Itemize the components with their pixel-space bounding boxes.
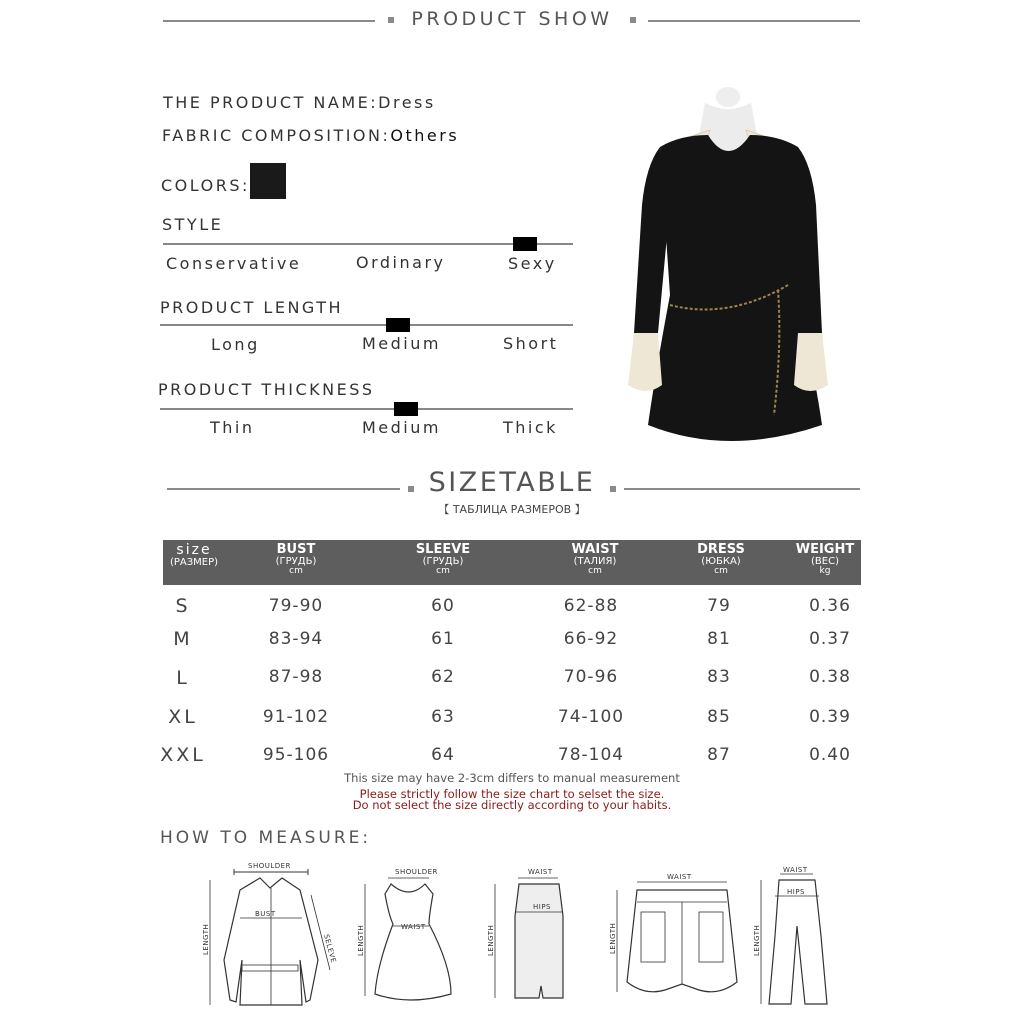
label-shoulder: SHOULDER [395,868,438,876]
header-size: size (РАЗМЕР) [169,542,219,568]
fabric-label: FABRIC COMPOSITION: [162,126,391,145]
label-length: LENGTH [487,924,495,956]
length-option-short: Short [503,334,559,353]
label-length: LENGTH [609,922,617,954]
cell-size: M [173,628,193,650]
measurement-note: This size may have 2-3cm differs to manual measurement [344,771,680,785]
header-rule-left [163,20,375,22]
cell-dress: 83 [707,667,731,687]
sizetable-title: SIZETABLE [428,467,596,498]
cell-bust: 79-90 [268,596,324,616]
cell-weight: 0.39 [809,707,851,727]
size-table-header [163,540,861,585]
dress-diagram [355,866,455,1006]
cell-size: S [175,595,191,617]
dress-outline [375,884,451,1000]
label-length: LENGTH [202,923,210,955]
label-length: LENGTH [753,924,761,956]
cell-size: XL [168,706,198,728]
product-name: THE PRODUCT NAME:Dress [163,93,436,112]
shorts-diagram [607,872,757,1002]
size-warning-2: Do not select the size directly according to your habits. [352,798,672,812]
mannequin-head [716,87,740,107]
size-warning-1: Please strictly follow the size chart to selset the size. [359,787,665,801]
label-waist: WAIST [783,866,808,874]
cell-waist: 78-104 [557,745,625,765]
label-hips: HIPS [787,888,805,896]
header-dot-left [388,17,394,23]
page-title: PRODUCT SHOW [411,8,613,30]
cell-waist: 66-92 [563,629,619,649]
style-scale [163,243,573,245]
label-waist: WAIST [528,868,553,876]
cell-weight: 0.38 [809,667,851,687]
cell-bust: 87-98 [268,667,324,687]
thickness-option-medium: Medium [362,418,441,437]
skirt-outline [515,884,563,998]
cell-dress: 87 [707,745,731,765]
header-dress: DRESS (ЮБКА) cm [697,542,745,577]
cell-sleeve: 63 [431,707,455,727]
cell-waist: 70-96 [563,667,619,687]
length-label: PRODUCT LENGTH [160,298,344,317]
length-scale [160,324,573,326]
header-waist: WAIST (ТАЛИЯ) cm [571,542,619,577]
color-swatch-black[interactable] [250,163,286,199]
sizetable-rule-left [167,488,400,490]
colors-label: COLORS: [161,176,250,195]
cell-dress: 85 [707,707,731,727]
pants-outline [769,880,827,1004]
cell-weight: 0.40 [809,745,851,765]
dress-cuff-right [794,333,828,391]
header-rule-right [648,20,860,22]
style-option-conservative: Conservative [166,254,302,273]
cell-sleeve: 64 [431,745,455,765]
header-dot-right [630,17,636,23]
label-waist: WAIST [401,923,426,931]
label-bust: BUST [255,910,276,918]
header-sleeve: SLEEVE (ГРУДЬ) cm [415,542,471,577]
cell-bust: 91-102 [262,707,330,727]
label-waist: WAIST [667,873,692,881]
label-length: LENGTH [357,924,365,956]
thickness-scale [160,408,573,410]
cell-bust: 83-94 [268,629,324,649]
coat-diagram [200,860,340,1010]
sizetable-dot-right [610,486,616,492]
sizetable-subtitle: 【 ТАБЛИЦА РАЗМЕРОВ 】 [438,503,586,516]
label-sleeve: SELEVE [322,933,338,964]
thickness-option-thick: Thick [503,418,558,437]
cell-size: XXL [160,744,206,766]
cell-sleeve: 61 [431,629,455,649]
style-option-ordinary: Ordinary [356,253,446,272]
product-photo [610,85,840,455]
how-to-measure-title: HOW TO MEASURE: [160,828,372,848]
style-option-sexy: Sexy [508,254,557,273]
fabric-value: Others [390,126,460,145]
skirt-diagram [483,866,583,1006]
thickness-option-thin: Thin [210,418,255,437]
cell-waist: 74-100 [557,707,625,727]
cell-weight: 0.36 [809,596,851,616]
cell-waist: 62-88 [563,596,619,616]
header-bust: BUST (ГРУДЬ) cm [275,542,317,577]
style-label: STYLE [162,215,224,234]
length-option-long: Long [211,335,260,354]
cell-sleeve: 60 [431,596,455,616]
cell-dress: 81 [707,629,731,649]
cell-bust: 95-106 [262,745,330,765]
thickness-label: PRODUCT THICKNESS [158,380,375,399]
cell-sleeve: 62 [431,667,455,687]
label-shoulder: SHOULDER [248,862,291,870]
length-option-medium: Medium [362,334,441,353]
fabric-composition [162,126,459,145]
cell-size: L [176,667,190,689]
style-marker [513,237,537,251]
dress-cuff-left [628,333,662,391]
cell-weight: 0.37 [809,629,851,649]
sizetable-dot-left [408,486,414,492]
header-weight: WEIGHT (ВЕС) kg [795,542,855,577]
pants-diagram [755,866,835,1011]
sizetable-rule-right [624,488,860,490]
length-marker [386,318,410,332]
label-hips: HIPS [533,903,551,911]
thickness-marker [394,402,418,416]
cell-dress: 79 [707,596,731,616]
